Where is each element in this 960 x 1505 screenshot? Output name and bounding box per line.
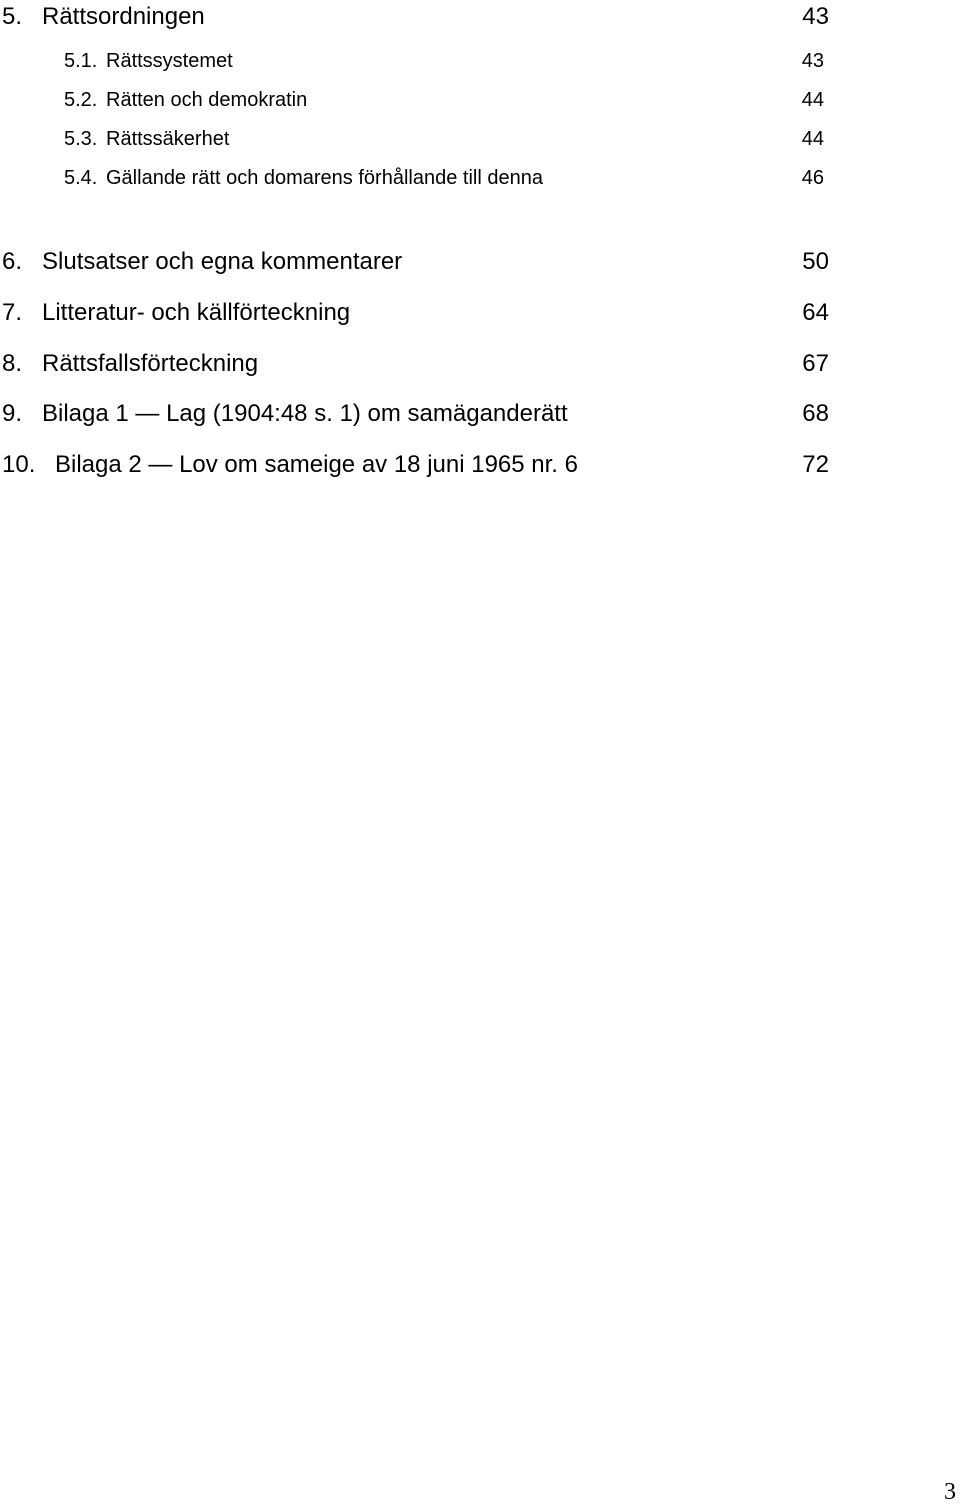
toc-entry-number: 5.4.	[64, 167, 98, 189]
toc-entry-number: 5.	[2, 3, 23, 30]
toc-entry-title: Bilaga 2 — Lov om sameige av 18 juni 1965 nr. 6	[55, 451, 578, 478]
toc-entry-5	[0, 5, 960, 39]
toc-entry-title: Rättsfallsförteckning	[42, 350, 259, 377]
toc-entry-title: Slutsatser och egna kommentarer	[42, 248, 403, 275]
toc-entry-page: 50	[802, 248, 829, 275]
toc-entry-number: 8.	[2, 350, 23, 377]
toc-entry-5-3	[0, 129, 960, 163]
toc-entry-page: 43	[801, 50, 824, 72]
toc-entry-title: Rättsordningen	[42, 3, 205, 30]
page-number: 3	[944, 1479, 956, 1505]
toc-entry-page: 43	[802, 3, 829, 30]
toc-entry-page: 64	[802, 299, 829, 326]
toc-entry-number: 5.3.	[64, 128, 98, 150]
toc-entry-page: 68	[802, 400, 829, 427]
toc-entry-page: 44	[801, 128, 824, 150]
toc-entry-title: Gällande rätt och domarens förhållande till denna	[106, 167, 543, 189]
toc-entry-6	[0, 250, 960, 284]
toc-entry-page: 67	[802, 350, 829, 377]
toc-entry-number: 7.	[2, 299, 23, 326]
toc-entry-title: Rättssystemet	[106, 50, 233, 72]
toc-entry-page: 44	[801, 89, 824, 111]
toc-entry-8	[0, 352, 960, 386]
toc-entry-number: 5.1.	[64, 50, 98, 72]
toc-entry-10	[0, 453, 960, 487]
toc-entry-5-4	[0, 168, 960, 202]
toc-entry-page: 46	[801, 167, 824, 189]
toc-entry-number: 6.	[2, 248, 23, 275]
toc-entry-7	[0, 301, 960, 335]
toc-entry-number: 9.	[2, 400, 23, 427]
toc-entry-page: 72	[802, 451, 829, 478]
toc-entry-5-2	[0, 90, 960, 124]
toc-entry-5-1	[0, 51, 960, 85]
toc-entry-title: Bilaga 1 — Lag (1904:48 s. 1) om samäganderätt	[42, 400, 568, 427]
toc-entry-number: 10.	[2, 451, 36, 478]
toc-entry-number: 5.2.	[64, 89, 98, 111]
toc-entry-title: Rättssäkerhet	[106, 128, 230, 150]
toc-entry-title: Litteratur- och källförteckning	[42, 299, 351, 326]
toc-entry-9	[0, 402, 960, 436]
toc-entry-title: Rätten och demokratin	[106, 89, 308, 111]
